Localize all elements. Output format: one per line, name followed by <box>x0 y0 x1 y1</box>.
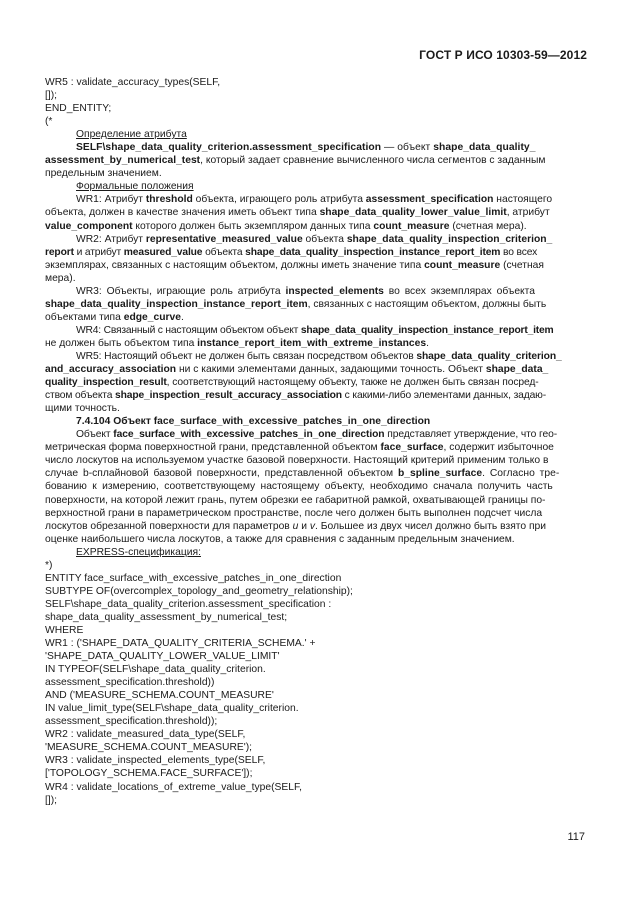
text-run: WR3: Объекты, играющие роль атрибута <box>76 285 286 297</box>
text-run: . Большее из двух чисел должно быть взято при <box>315 520 547 532</box>
text-run: случае b-сплайновой базовой поверхности, представленной объектом <box>45 468 398 480</box>
entity-ref: face_surface <box>380 442 444 454</box>
text-run: и <box>298 520 310 532</box>
code-line: IN TYPEOF(SELF\shape_data_quality_criterion. <box>45 664 266 676</box>
wr2-line <box>45 259 585 272</box>
paragraph-line: предельным значением. <box>45 168 162 180</box>
section-number: 7.4.104 Объект <box>76 416 154 428</box>
code-line: WR4 : validate_locations_of_extreme_value_type(SELF, <box>45 781 302 793</box>
wr3-line <box>45 311 585 324</box>
wr4-line <box>45 337 585 350</box>
param-u: u <box>292 520 299 532</box>
code-line: AND ('MEASURE_SCHEMA.COUNT_MEASURE' <box>45 690 274 702</box>
entity-ref: count_measure <box>424 259 501 271</box>
entity-ref: shape_data_quality_criterion_ <box>416 350 562 362</box>
text-run: объекта, должен в качестве значения иметь объект типа <box>45 207 320 219</box>
paragraph-line: бованию к измерению, соответствующему настоящему объекту, необходимо сначала получить часть <box>45 481 553 493</box>
code-line: SELF\shape_data_quality_criterion.assessment_specification : <box>45 598 332 610</box>
text-run: (счетная мера). <box>449 220 527 232</box>
paragraph-line <box>45 441 585 454</box>
text-run: . <box>180 311 184 323</box>
entity-ref: measured_value <box>123 246 203 258</box>
code-line: shape_data_quality_assessment_by_numerical_test; <box>45 611 288 623</box>
entity-ref: SELF\shape_data_quality_criterion.assessment_specification <box>76 142 382 154</box>
code-line: assessment_specification.threshold)) <box>45 677 215 689</box>
standard-header: ГОСТ Р ИСО 10303-59—2012 <box>419 48 587 62</box>
section-entity-name: face_surface_with_excessive_patches_in_one_direction <box>153 416 431 428</box>
text-run: (счетная <box>500 259 544 271</box>
code-line: SUBTYPE OF(overcomplex_topology_and_geometry_relationship); <box>45 585 353 597</box>
code-line: []); <box>45 90 58 102</box>
text-run: , атрибут <box>506 207 550 219</box>
code-line: assessment_specification.threshold)); <box>45 716 218 728</box>
text-run: WR2: Атрибут <box>76 233 146 245</box>
text-run: Объект <box>76 429 114 441</box>
paragraph-line: верхностной грани в параметрическом пространстве, после чего должен быть выполнен подсчет числа <box>45 507 543 519</box>
paragraph-line: поверхности, на которой лежит грань, путем обрезки ее габаритной рамкой, охватывающей границы по- <box>45 494 546 506</box>
text-run: , связанных с настоящим объектом, должны быть <box>307 298 547 310</box>
entity-ref: value_component <box>45 220 133 232</box>
wr4-line <box>45 324 585 337</box>
entity-ref: b_spline_surface <box>397 468 483 480</box>
heading-text: Формальные положения <box>76 181 194 193</box>
paragraph-line <box>45 520 585 533</box>
text-run: и атрибут <box>73 246 124 258</box>
entity-ref: instance_report_item_with_extreme_instances <box>197 337 427 349</box>
wr3-line <box>45 285 585 298</box>
page-body <box>45 76 585 807</box>
wr3-line <box>45 298 585 311</box>
entity-ref: shape_inspection_result_accuracy_association <box>115 390 342 402</box>
code-line: *) <box>45 559 53 571</box>
wr2-line <box>45 233 585 246</box>
entity-ref: face_surface_with_excessive_patches_in_one_direction <box>113 429 385 441</box>
code-line: IN value_limit_type(SELF\shape_data_quality_criterion. <box>45 703 299 715</box>
entity-ref: threshold <box>145 194 193 206</box>
entity-ref: shape_data_quality_ <box>433 142 536 154</box>
text-run: с какими-либо элементами данных, задаю- <box>341 390 547 402</box>
text-run: объекта, играющего роль атрибута <box>192 194 366 206</box>
entity-ref: inspected_elements <box>285 285 384 297</box>
code-line: ['TOPOLOGY_SCHEMA.FACE_SURFACE']); <box>45 768 253 780</box>
wr1-line <box>45 220 585 233</box>
wr5-line <box>45 350 585 363</box>
code-line: WR5 : validate_accuracy_types(SELF, <box>45 77 221 88</box>
entity-ref: shape_data_quality_inspection_instance_report_item <box>245 246 501 258</box>
paragraph-line: оценке наибольшего числа лоскутов, а также для сравнения с заданным предельным значением. <box>45 533 515 545</box>
section-heading <box>45 415 585 428</box>
entity-ref: and_accuracy_association <box>45 364 177 376</box>
code-line: (* <box>45 116 53 128</box>
wr1-line <box>45 193 585 206</box>
wr5-line <box>45 376 585 389</box>
entity-ref: assessment_specification <box>365 194 494 206</box>
entity-ref: quality_inspection_result <box>45 377 167 389</box>
text-run: которого должен быть экземпляром данных типа <box>132 220 374 232</box>
code-line: 'MEASURE_SCHEMA.COUNT_MEASURE'); <box>45 742 253 754</box>
wr5-line <box>45 389 585 402</box>
entity-ref: shape_data_quality_inspection_instance_report_item <box>300 324 554 336</box>
text-run: . Согласно тре- <box>482 468 560 480</box>
paragraph-line <box>45 141 585 154</box>
paragraph-line <box>45 428 585 441</box>
text-run: . <box>426 337 429 349</box>
text-run: настоящего <box>493 194 553 206</box>
code-line: 'SHAPE_DATA_QUALITY_LOWER_VALUE_LIMIT' <box>45 651 280 663</box>
text-run: во всех экземплярах объекта <box>383 285 536 297</box>
text-run: WR4: Связанный с настоящим объектом объект <box>76 324 301 336</box>
page-number: 117 <box>567 831 585 843</box>
entity-ref: edge_curve <box>123 311 181 323</box>
heading-text: EXPRESS-спецификация: <box>76 546 201 558</box>
entity-ref: shape_data_quality_lower_value_limit <box>319 207 507 219</box>
formal-propositions-heading <box>45 180 585 193</box>
text-run: — объект <box>381 142 434 154</box>
paragraph-line <box>45 154 585 167</box>
code-line: WHERE <box>45 624 84 636</box>
attribute-definition-heading <box>45 128 585 141</box>
text-run: WR1: Атрибут <box>76 194 146 206</box>
wr2-line: мера). <box>45 272 76 284</box>
text-run: объектами типа <box>45 311 124 323</box>
entity-ref: count_measure <box>373 220 450 232</box>
wr2-line <box>45 246 585 259</box>
text-run: не должен быть объектом типа <box>45 337 198 349</box>
entity-ref: shape_data_quality_inspection_criterion_ <box>346 233 553 245</box>
text-run: объекта <box>202 246 246 258</box>
entity-ref: shape_data_ <box>485 364 549 376</box>
paragraph-line: число лоскутов на используемом участке базовой поверхности. Настоящий критерий применим только в <box>45 455 549 467</box>
express-heading <box>45 546 585 559</box>
heading-text: Определение атрибута <box>76 129 187 141</box>
code-line: WR2 : validate_measured_data_type(SELF, <box>45 729 246 741</box>
entity-ref: assessment_by_numerical_test <box>45 155 201 167</box>
text-run: ни с какими элементами данных, задающими точность. Объект <box>176 364 486 376</box>
entity-ref: shape_data_quality_inspection_instance_report_item <box>45 298 308 310</box>
text-run: во всех <box>500 246 538 258</box>
code-line: ENTITY face_surface_with_excessive_patches_in_one_direction <box>45 572 342 584</box>
text-run: лоскутов обрезанной поверхности для параметров <box>45 520 293 532</box>
text-run: , содержит избыточное <box>443 442 554 454</box>
paragraph-line <box>45 467 585 480</box>
text-run: , соответствующий настоящему объекту, также не должен быть связан посред- <box>166 377 539 389</box>
wr5-line: щими точность. <box>45 403 120 415</box>
entity-ref: report <box>45 246 74 258</box>
code-line: WR1 : ('SHAPE_DATA_QUALITY_CRITERIA_SCHEMA.' + <box>45 638 316 650</box>
code-line: WR3 : validate_inspected_elements_type(SELF, <box>45 755 266 767</box>
wr1-line <box>45 206 585 219</box>
param-v: v <box>309 520 316 532</box>
code-line: []); <box>45 794 58 806</box>
text-run: представляет утверждение, что гео- <box>384 429 558 441</box>
text-run: ством объекта <box>45 390 116 402</box>
wr5-line <box>45 363 585 376</box>
text-run: метрическая форма поверхностной грани, представленной объектом <box>45 442 381 454</box>
text-run: , который задает сравнение вычисленного числа сегментов с заданным <box>200 155 546 167</box>
text-run: объекта <box>302 233 347 245</box>
text-run: экземплярах, связанных с настоящим объектом, должны иметь значение типа <box>45 259 425 271</box>
code-line: END_ENTITY; <box>45 103 112 115</box>
entity-ref: representative_measured_value <box>145 233 303 245</box>
text-run: WR5: Настоящий объект не должен быть связан посредством объектов <box>76 350 417 362</box>
